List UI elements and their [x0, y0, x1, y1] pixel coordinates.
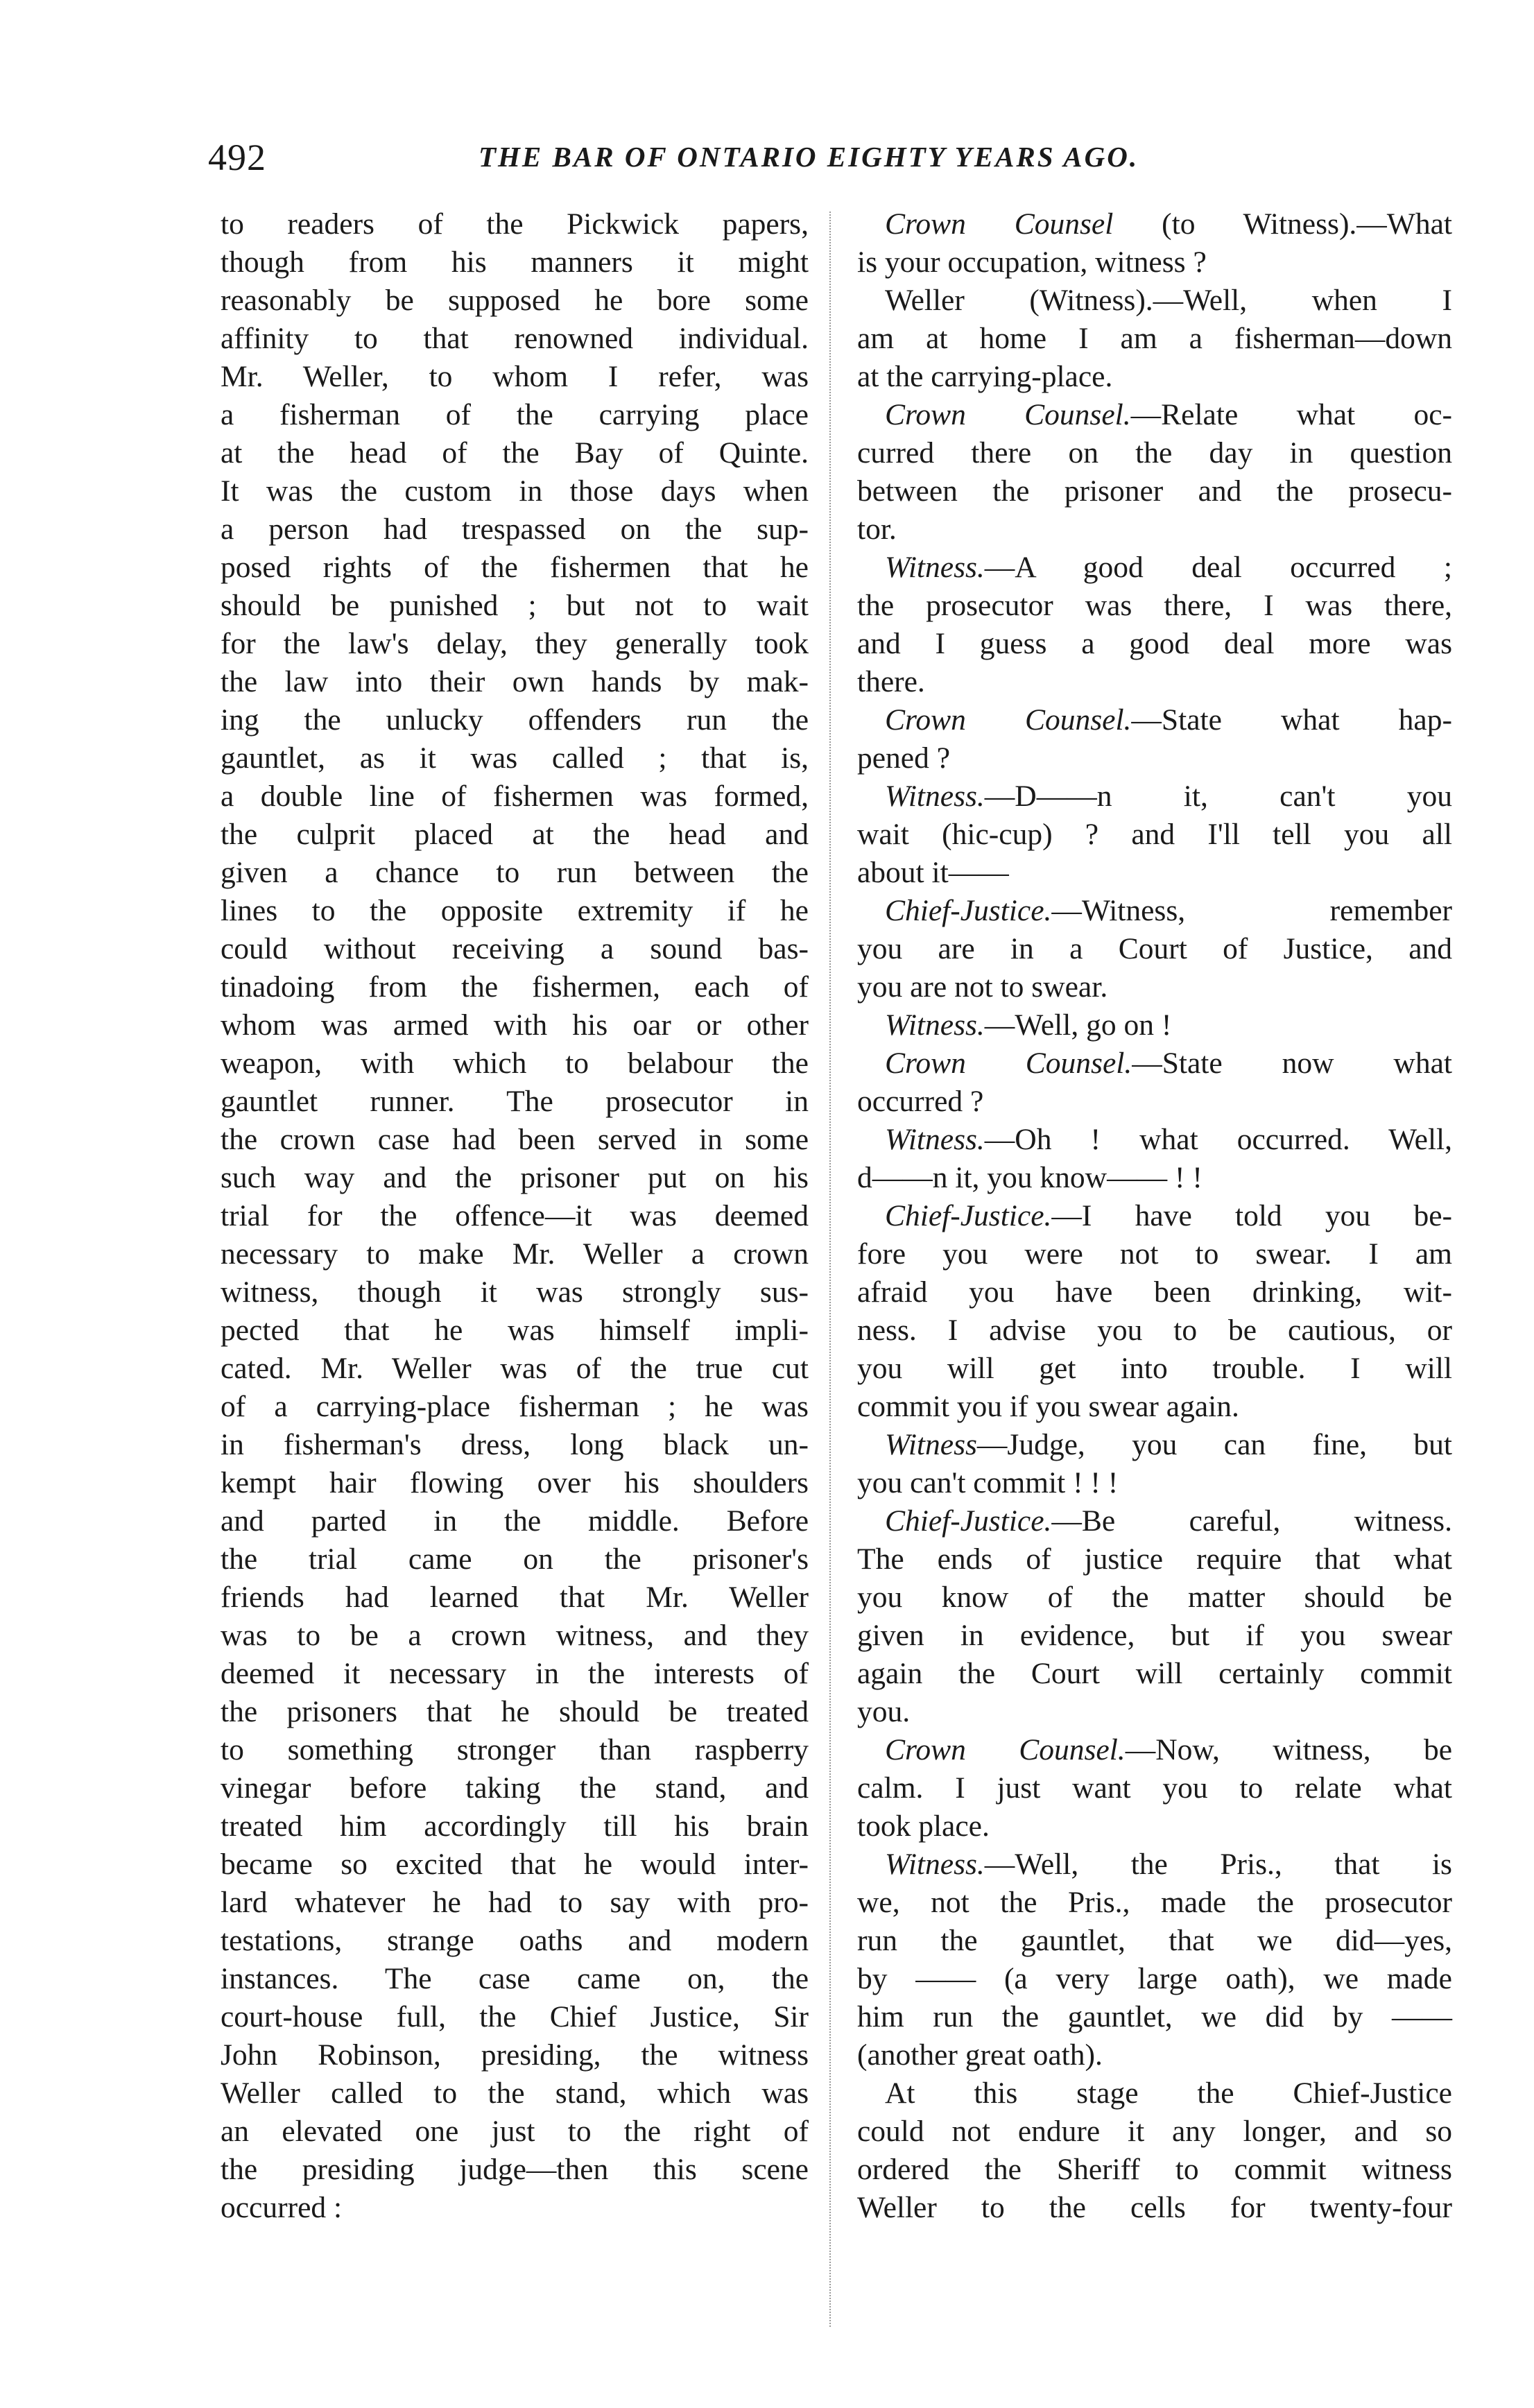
line-text: lard whatever he had to say with pro-: [221, 1886, 809, 1919]
dialogue-line: [857, 1998, 1452, 2036]
dialogue-line: [857, 930, 1452, 968]
dialogue-line: [857, 205, 1452, 243]
line-text: ordered the Sheriff to commit witness: [857, 2153, 1452, 2186]
text-line: [221, 1006, 809, 1044]
text-line: [221, 854, 809, 892]
text-line: [221, 1350, 809, 1388]
dialogue-line: [857, 1121, 1452, 1159]
line-text: you.: [857, 1695, 911, 1728]
line-text: —Judge, you can fine, but: [976, 1428, 1452, 1461]
line-text: court-house full, the Chief Justice, Sir: [221, 2000, 809, 2033]
line-text: tor.: [857, 513, 897, 546]
line-text: —State what hap-: [1131, 703, 1452, 737]
dialogue-line: [857, 1884, 1452, 1922]
line-text: the culprit placed at the head and: [221, 818, 809, 851]
line-text: the trial came on the prisoner's: [221, 1542, 809, 1576]
line-text: vinegar before taking the stand, and: [221, 1771, 809, 1805]
text-line: [221, 739, 809, 777]
text-line: [221, 396, 809, 434]
dialogue-line: [857, 663, 1452, 701]
text-line: [221, 1617, 809, 1655]
line-text: could without receiving a sound bas-: [221, 932, 809, 965]
dialogue-line: [857, 434, 1452, 472]
line-text: him run the gauntlet, we did by ——: [857, 2000, 1452, 2033]
dialogue-line: [857, 1006, 1452, 1044]
speaker-name: Crown Counsel.: [885, 1733, 1126, 1766]
line-text: (another great oath).: [857, 2038, 1103, 2072]
text-line: [221, 663, 809, 701]
line-text: —Now, witness, be: [1125, 1733, 1452, 1766]
dialogue-line: [857, 1846, 1452, 1884]
speaker-name: Witness.: [885, 1123, 985, 1156]
text-line: [221, 205, 809, 243]
dialogue-line: [857, 1693, 1452, 1731]
text-line: [221, 1044, 809, 1083]
line-text: should be punished ; but not to wait: [221, 589, 809, 622]
dialogue-line: [857, 1617, 1452, 1655]
line-text: you know of the matter should be: [857, 1581, 1452, 1614]
dialogue-line: [857, 320, 1452, 358]
line-text: curred there on the day in question: [857, 436, 1452, 470]
text-line: [221, 1998, 809, 2036]
speaker-name: Witness.: [885, 551, 985, 584]
line-text: to readers of the Pickwick papers,: [221, 207, 809, 241]
line-text: —Relate what oc-: [1130, 398, 1452, 431]
dialogue-line: [857, 1083, 1452, 1121]
line-text: reasonably be supposed he bore some: [221, 284, 809, 317]
line-text: could not endure it any longer, and so: [857, 2115, 1452, 2148]
line-text: given a chance to run between the: [221, 856, 809, 889]
line-text: am at home I am a fisherman—down: [857, 322, 1452, 355]
line-text: —Witness, remember: [1051, 894, 1452, 927]
line-text: calm. I just want you to relate what: [857, 1771, 1452, 1805]
text-line: [221, 1846, 809, 1884]
line-text: took place.: [857, 1809, 990, 1843]
dialogue-line: [857, 2036, 1452, 2074]
dialogue-line: [857, 282, 1452, 320]
line-text: —I have told you be-: [1051, 1199, 1452, 1232]
line-text: afraid you have been drinking, wit-: [857, 1275, 1452, 1309]
dialogue-line: [857, 549, 1452, 587]
text-line: [221, 968, 809, 1006]
dialogue-line: [857, 777, 1452, 816]
line-text: It was the custom in those days when: [221, 474, 809, 508]
line-text: at the head of the Bay of Quinte.: [221, 436, 809, 470]
line-text: treated him accordingly till his brain: [221, 1809, 809, 1843]
speaker-name: Chief-Justice.: [885, 1199, 1052, 1232]
text-line: [221, 701, 809, 739]
text-line: [221, 816, 809, 854]
dialogue-line: [857, 1235, 1452, 1273]
text-line: [221, 1312, 809, 1350]
dialogue-line: [857, 1159, 1452, 1197]
line-text: pened ?: [857, 741, 951, 775]
line-text: deemed it necessary in the interests of: [221, 1657, 809, 1690]
dialogue-line: [857, 1922, 1452, 1960]
speaker-name: Crown Counsel.: [885, 398, 1131, 431]
text-line: [221, 320, 809, 358]
line-text: posed rights of the fishermen that he: [221, 551, 809, 584]
speaker-name: Crown Counsel.: [885, 1047, 1132, 1080]
line-text: a double line of fishermen was formed,: [221, 780, 809, 813]
line-text: Weller to the cells for twenty-four: [857, 2191, 1452, 2224]
text-line: [221, 587, 809, 625]
line-text: you are in a Court of Justice, and: [857, 932, 1452, 965]
text-line: [221, 1273, 809, 1312]
text-line: [221, 1502, 809, 1540]
line-text: (to Witness).—What: [1113, 207, 1453, 241]
dialogue-line: [857, 2151, 1452, 2189]
page-number: 492: [208, 137, 266, 178]
line-text: trial for the offence—it was deemed: [221, 1199, 809, 1232]
dialogue-line: [857, 1273, 1452, 1312]
line-text: instances. The case came on, the: [221, 1962, 809, 1995]
dialogue-line: [857, 1960, 1452, 1998]
text-line: [221, 510, 809, 549]
dialogue-line: [857, 1502, 1452, 1540]
dialogue-line: [857, 1426, 1452, 1464]
line-text: gauntlet, as it was called ; that is,: [221, 741, 809, 775]
text-line: [221, 2074, 809, 2113]
line-text: of a carrying-place fisherman ; he was: [221, 1390, 809, 1423]
line-text: Weller (Witness).—Well, when I: [885, 284, 1452, 317]
text-line: [221, 1884, 809, 1922]
text-line: [221, 358, 809, 396]
text-line: [221, 1579, 809, 1617]
speaker-name: Crown Counsel.: [885, 703, 1132, 737]
line-text: became so excited that he would inter-: [221, 1848, 809, 1881]
line-text: and I guess a good deal more was: [857, 627, 1452, 660]
line-text: kempt hair flowing over his shoulders: [221, 1466, 809, 1499]
dialogue-line: [857, 2074, 1452, 2113]
dialogue-line: [857, 854, 1452, 892]
speaker-name: Witness: [885, 1428, 977, 1461]
text-line: [221, 1922, 809, 1960]
line-text: At this stage the Chief-Justice: [885, 2076, 1452, 2110]
dialogue-line: [857, 1350, 1452, 1388]
column-divider: [829, 212, 831, 2327]
line-text: you will get into trouble. I will: [857, 1352, 1452, 1385]
line-text: —Well, go on !: [984, 1008, 1172, 1042]
text-line: [221, 2189, 809, 2227]
line-text: —D——n it, can't you: [984, 780, 1452, 813]
line-text: a fisherman of the carrying place: [221, 398, 809, 431]
line-text: friends had learned that Mr. Weller: [221, 1581, 809, 1614]
line-text: and parted in the middle. Before: [221, 1504, 809, 1538]
text-line: [221, 282, 809, 320]
text-line: [221, 1464, 809, 1502]
line-text: there.: [857, 665, 925, 698]
line-text: run the gauntlet, that we did—yes,: [857, 1924, 1452, 1957]
text-line: [221, 1655, 809, 1693]
line-text: tinadoing from the fishermen, each of: [221, 970, 809, 1004]
line-text: the law into their own hands by mak-: [221, 665, 809, 698]
dialogue-line: [857, 1731, 1452, 1769]
text-line: [221, 2036, 809, 2074]
text-line: [221, 1769, 809, 1807]
line-text: John Robinson, presiding, the witness: [221, 2038, 809, 2072]
text-line: [221, 434, 809, 472]
line-text: in fisherman's dress, long black un-: [221, 1428, 809, 1461]
right-column: [857, 205, 1452, 2227]
line-text: for the law's delay, they generally took: [221, 627, 809, 660]
speaker-name: Chief-Justice.: [885, 1504, 1052, 1538]
line-text: whom was armed with his oar or other: [221, 1008, 809, 1042]
speaker-name: Witness.: [885, 780, 985, 813]
line-text: given in evidence, but if you swear: [857, 1619, 1452, 1652]
line-text: about it——: [857, 856, 1009, 889]
text-line: [221, 777, 809, 816]
line-text: testations, strange oaths and modern: [221, 1924, 809, 1957]
text-line: [221, 892, 809, 930]
line-text: between the prisoner and the prosecu-: [857, 474, 1452, 508]
line-text: the crown case had been served in some: [221, 1123, 809, 1156]
line-text: —Well, the Pris., that is: [984, 1848, 1452, 1881]
dialogue-line: [857, 1388, 1452, 1426]
text-line: [221, 1540, 809, 1579]
speaker-name: Witness.: [885, 1008, 985, 1042]
text-line: [221, 1159, 809, 1197]
line-text: d——n it, you know—— ! !: [857, 1161, 1203, 1194]
line-text: cated. Mr. Weller was of the true cut: [221, 1352, 809, 1385]
line-text: was to be a crown witness, and they: [221, 1619, 809, 1652]
dialogue-line: [857, 1197, 1452, 1235]
line-text: commit you if you swear again.: [857, 1390, 1239, 1423]
line-text: is your occupation, witness ?: [857, 246, 1207, 279]
left-column: [221, 205, 809, 2227]
line-text: —A good deal occurred ;: [984, 551, 1452, 584]
line-text: lines to the opposite extremity if he: [221, 894, 809, 927]
line-text: to something stronger than raspberry: [221, 1733, 809, 1766]
dialogue-line: [857, 243, 1452, 282]
line-text: such way and the prisoner put on his: [221, 1161, 809, 1194]
line-text: —Oh ! what occurred. Well,: [984, 1123, 1452, 1156]
dialogue-line: [857, 1807, 1452, 1846]
line-text: The ends of justice require that what: [857, 1542, 1452, 1576]
speaker-name: Chief-Justice.: [885, 894, 1052, 927]
line-text: occurred :: [221, 2191, 343, 2224]
text-line: [221, 930, 809, 968]
line-text: the prosecutor was there, I was there,: [857, 589, 1452, 622]
text-line: [221, 1807, 809, 1846]
dialogue-line: [857, 1312, 1452, 1350]
dialogue-line: [857, 396, 1452, 434]
line-text: we, not the Pris., made the prosecutor: [857, 1886, 1452, 1919]
line-text: you are not to swear.: [857, 970, 1108, 1004]
line-text: an elevated one just to the right of: [221, 2115, 809, 2148]
text-line: [221, 625, 809, 663]
dialogue-line: [857, 1769, 1452, 1807]
line-text: fore you were not to swear. I am: [857, 1237, 1452, 1271]
line-text: wait (hic-cup) ? and I'll tell you all: [857, 818, 1452, 851]
text-line: [221, 1426, 809, 1464]
text-line: [221, 243, 809, 282]
text-line: [221, 1960, 809, 1998]
dialogue-line: [857, 968, 1452, 1006]
line-text: by —— (a very large oath), we made: [857, 1962, 1452, 1995]
dialogue-line: [857, 510, 1452, 549]
line-text: you can't commit ! ! !: [857, 1466, 1119, 1499]
line-text: occurred ?: [857, 1085, 984, 1118]
line-text: Mr. Weller, to whom I refer, was: [221, 360, 809, 393]
line-text: pected that he was himself impli-: [221, 1314, 809, 1347]
running-head: [208, 136, 1456, 191]
dialogue-line: [857, 892, 1452, 930]
line-text: though from his manners it might: [221, 246, 809, 279]
dialogue-line: [857, 701, 1452, 739]
line-text: ness. I advise you to be cautious, or: [857, 1314, 1452, 1347]
dialogue-line: [857, 472, 1452, 510]
line-text: again the Court will certainly commit: [857, 1657, 1452, 1690]
line-text: weapon, with which to belabour the: [221, 1047, 809, 1080]
speaker-name: Witness.: [885, 1848, 985, 1881]
line-text: at the carrying-place.: [857, 360, 1113, 393]
dialogue-line: [857, 1044, 1452, 1083]
dialogue-line: [857, 2189, 1452, 2227]
text-line: [221, 1197, 809, 1235]
dialogue-line: [857, 625, 1452, 663]
dialogue-line: [857, 816, 1452, 854]
line-text: a person had trespassed on the sup-: [221, 513, 809, 546]
text-line: [221, 1235, 809, 1273]
line-text: witness, though it was strongly sus-: [221, 1275, 809, 1309]
text-line: [221, 1121, 809, 1159]
dialogue-line: [857, 587, 1452, 625]
text-line: [221, 2151, 809, 2189]
dialogue-line: [857, 1464, 1452, 1502]
text-line: [221, 1388, 809, 1426]
text-line: [221, 2113, 809, 2151]
text-line: [221, 1693, 809, 1731]
text-line: [221, 1731, 809, 1769]
line-text: Weller called to the stand, which was: [221, 2076, 809, 2110]
line-text: the prisoners that he should be treated: [221, 1695, 809, 1728]
line-text: gauntlet runner. The prosecutor in: [221, 1085, 809, 1118]
dialogue-line: [857, 1655, 1452, 1693]
dialogue-line: [857, 739, 1452, 777]
line-text: —State now what: [1132, 1047, 1452, 1080]
line-text: ing the unlucky offenders run the: [221, 703, 809, 737]
speaker-name: Crown Counsel: [885, 207, 1114, 241]
text-line: [221, 472, 809, 510]
dialogue-line: [857, 1579, 1452, 1617]
dialogue-line: [857, 2113, 1452, 2151]
line-text: the presiding judge—then this scene: [221, 2153, 809, 2186]
line-text: —Be careful, witness.: [1051, 1504, 1452, 1538]
dialogue-line: [857, 358, 1452, 396]
dialogue-line: [857, 1540, 1452, 1579]
text-line: [221, 549, 809, 587]
running-title: THE BAR OF ONTARIO EIGHTY YEARS AGO.: [479, 141, 1139, 173]
line-text: affinity to that renowned individual.: [221, 322, 809, 355]
line-text: necessary to make Mr. Weller a crown: [221, 1237, 809, 1271]
text-line: [221, 1083, 809, 1121]
